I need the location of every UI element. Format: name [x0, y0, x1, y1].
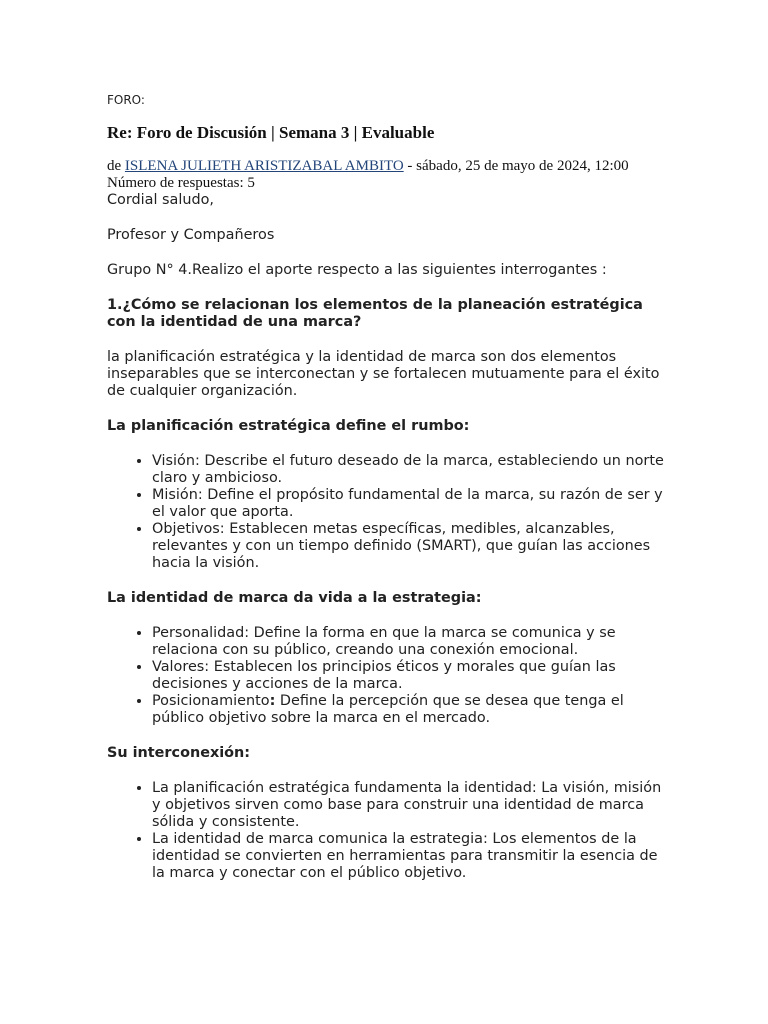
list-item: • La planificación estratégica fundamenta la identidad: La visión, misión y objetivos sirven como base para construir una identidad de marca sólida y consistente. — [152, 780, 667, 831]
list-item: • Visión: Describe el futuro deseado de la marca, estableciendo un norte claro y ambicioso. — [152, 453, 667, 487]
addressee: Profesor y Compañeros — [107, 227, 275, 243]
interconnection-list — [107, 780, 667, 882]
author-link[interactable]: ISLENA JULIETH ARISTIZABAL AMBITO — [124, 158, 404, 174]
meta-prefix: de — [107, 158, 125, 174]
section-heading-identity: La identidad de marca da vida a la estrategia: — [107, 590, 482, 606]
post-title: Re: Foro de Discusión | Semana 3 | Evaluable — [107, 123, 435, 142]
section-heading-planning: La planificación estratégica define el rumbo: — [107, 418, 470, 434]
section-heading-interconnection: Su interconexión: — [107, 745, 251, 761]
list-item — [152, 693, 667, 727]
question-heading: 1.¿Cómo se relacionan los elementos de la planeación estratégica con la identidad de una marca? — [107, 297, 643, 330]
post-body — [107, 192, 667, 882]
planning-list — [107, 453, 667, 572]
list-item: • Objetivos: Establecen metas específicas, medibles, alcanzables, relevantes y con un tiempo definido (SMART), que guían las acciones hacia la visión. — [152, 521, 667, 572]
foro-label: FORO: — [107, 93, 145, 107]
greeting: Cordial saludo, — [107, 192, 214, 208]
list-item: • Valores: Establecen los principios éticos y morales que guían las decisiones y acciones de la marca. — [152, 659, 667, 693]
list-item: • La identidad de marca comunica la estrategia: Los elementos de la identidad se convierten en herramientas para transmitir la esencia de la marca y conectar con el público objetivo. — [152, 831, 667, 882]
document-page — [107, 92, 667, 882]
intro-text: Grupo N° 4.Realizo el aporte respecto a las siguientes interrogantes : — [107, 262, 607, 278]
list-item: • Personalidad: Define la forma en que la marca se comunica y se relaciona con su público, creando una conexión emocional. — [152, 625, 667, 659]
list-item: • Misión: Define el propósito fundamental de la marca, su razón de ser y el valor que aporta. — [152, 487, 667, 521]
post-date: - sábado, 25 de mayo de 2024, 12:00 — [403, 158, 629, 174]
positioning-text: Define la percepción que se desea que tenga el público objetivo sobre la marca en el mercado. — [152, 693, 624, 726]
post-meta — [107, 158, 667, 192]
positioning-colon: : — [269, 693, 276, 709]
positioning-term: Posicionamiento — [152, 693, 270, 709]
identity-list — [107, 625, 667, 727]
answer-paragraph: la planificación estratégica y la identidad de marca son dos elementos inseparables que se interconectan y se fortalecen mutuamente para el éxito de cualquier organización. — [107, 349, 660, 399]
reply-count: Número de respuestas: 5 — [107, 175, 255, 191]
